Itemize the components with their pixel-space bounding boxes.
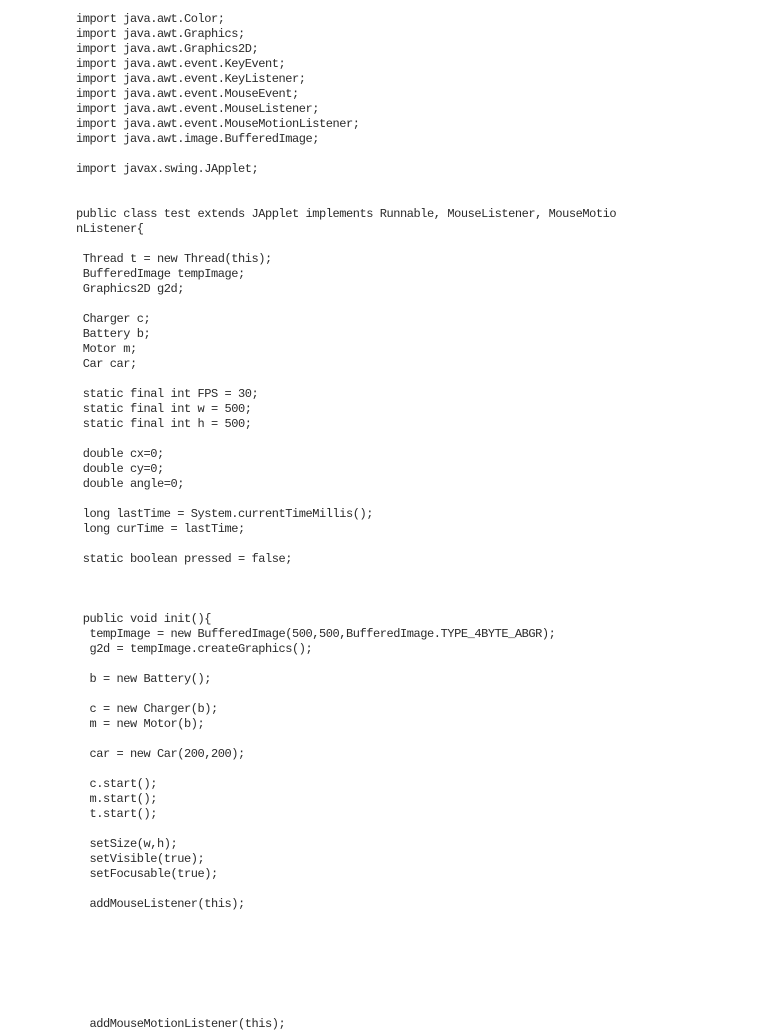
code-line: double cx=0; — [76, 447, 164, 461]
code-line — [76, 177, 736, 192]
code-line: setSize(w,h); — [76, 837, 178, 851]
code-line — [76, 237, 736, 252]
code-line: Battery b; — [76, 327, 151, 341]
code-line — [76, 912, 736, 927]
code-line: static final int h = 500; — [76, 417, 252, 431]
code-line — [76, 147, 736, 162]
code-line — [76, 957, 736, 972]
code-listing — [76, 12, 736, 1032]
code-line: import java.awt.image.BufferedImage; — [76, 132, 320, 146]
code-line: static boolean pressed = false; — [76, 552, 293, 566]
code-line — [76, 657, 736, 672]
code-line — [76, 1002, 736, 1017]
code-line — [76, 297, 736, 312]
code-line — [76, 192, 736, 207]
code-line: t.start(); — [76, 807, 158, 821]
code-line: Car car; — [76, 357, 137, 371]
code-line — [76, 492, 736, 507]
code-line: static final int FPS = 30; — [76, 387, 259, 401]
code-line: m = new Motor(b); — [76, 717, 205, 731]
code-line — [76, 762, 736, 777]
code-line — [76, 537, 736, 552]
code-line — [76, 582, 736, 597]
code-line: import java.awt.event.MouseListener; — [76, 102, 320, 116]
code-line: import javax.swing.JApplet; — [76, 162, 259, 176]
code-line — [76, 942, 736, 957]
code-line: addMouseListener(this); — [76, 897, 245, 911]
code-line — [76, 822, 736, 837]
code-line: import java.awt.event.KeyListener; — [76, 72, 306, 86]
code-line: import java.awt.event.MouseMotionListener; — [76, 117, 360, 131]
code-line: g2d = tempImage.createGraphics(); — [76, 642, 313, 656]
code-line: long lastTime = System.currentTimeMillis(); — [76, 507, 374, 521]
code-line: nListener{ — [76, 222, 144, 236]
code-line — [76, 687, 736, 702]
code-line: static final int w = 500; — [76, 402, 252, 416]
code-line: setVisible(true); — [76, 852, 205, 866]
code-line: car = new Car(200,200); — [76, 747, 245, 761]
code-line — [76, 972, 736, 987]
code-line: long curTime = lastTime; — [76, 522, 245, 536]
code-line: import java.awt.event.KeyEvent; — [76, 57, 286, 71]
code-line: public void init(){ — [76, 612, 212, 626]
code-line: import java.awt.Graphics2D; — [76, 42, 259, 56]
code-line: Motor m; — [76, 342, 137, 356]
code-line: Graphics2D g2d; — [76, 282, 185, 296]
code-line: public class test extends JApplet implements Runnable, MouseListener, MouseMotio — [76, 207, 617, 221]
code-line: import java.awt.Color; — [76, 12, 225, 26]
code-line — [76, 882, 736, 897]
code-line — [76, 732, 736, 747]
code-line — [76, 597, 736, 612]
code-line: double angle=0; — [76, 477, 185, 491]
code-line: m.start(); — [76, 792, 158, 806]
code-line: double cy=0; — [76, 462, 164, 476]
code-line: addMouseMotionListener(this); — [76, 1017, 286, 1031]
code-line: BufferedImage tempImage; — [76, 267, 245, 281]
code-line — [76, 432, 736, 447]
code-line: import java.awt.event.MouseEvent; — [76, 87, 299, 101]
code-line: tempImage = new BufferedImage(500,500,BufferedImage.TYPE_4BYTE_ABGR); — [76, 627, 556, 641]
code-line: Thread t = new Thread(this); — [76, 252, 272, 266]
code-line: b = new Battery(); — [76, 672, 212, 686]
code-line: c = new Charger(b); — [76, 702, 218, 716]
code-line — [76, 372, 736, 387]
code-line: setFocusable(true); — [76, 867, 218, 881]
code-line — [76, 987, 736, 1002]
code-line: Charger c; — [76, 312, 151, 326]
code-line: import java.awt.Graphics; — [76, 27, 245, 41]
code-line — [76, 927, 736, 942]
code-line — [76, 567, 736, 582]
code-line: c.start(); — [76, 777, 158, 791]
